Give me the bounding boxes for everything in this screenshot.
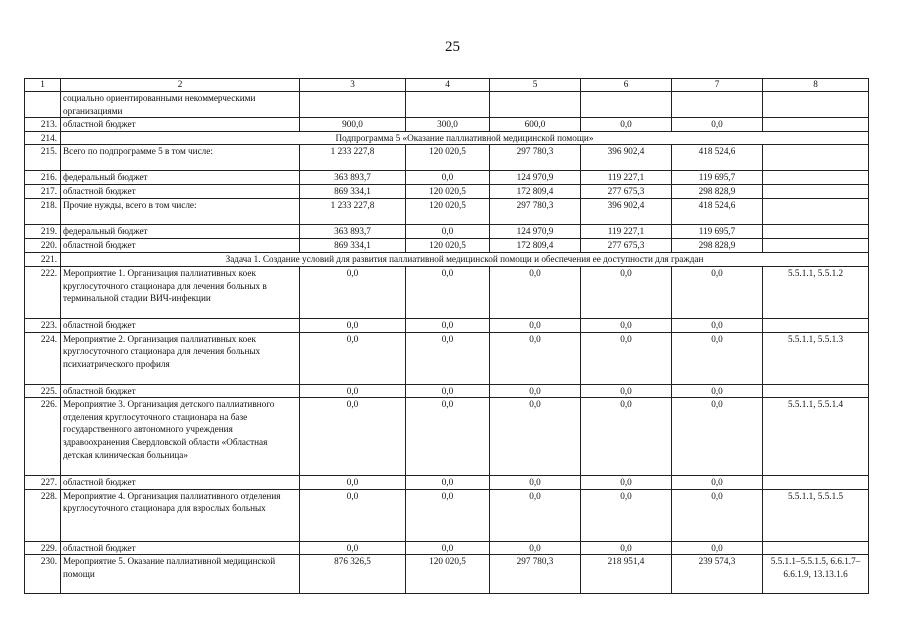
amount-cell: 396 902,4	[581, 145, 672, 171]
amount-cell: 1 233 227,8	[300, 199, 406, 225]
amount-cell: 0,0	[672, 266, 763, 318]
table-row	[25, 489, 869, 541]
indicator-code-cell	[763, 225, 869, 239]
description-cell: федеральный бюджет	[61, 171, 300, 185]
amount-cell: 0,0	[672, 541, 763, 555]
description-cell: областной бюджет	[61, 541, 300, 555]
amount-cell: 239 574,3	[672, 555, 763, 594]
header-cell: 8	[763, 79, 869, 92]
table-row	[25, 253, 869, 267]
description-cell: Мероприятие 1. Организация паллиативных коек круглосуточного стационара для лечения больных в терминальной стадии ВИЧ-инфекции	[61, 266, 300, 318]
indicator-code-cell: 5.5.1.1, 5.5.1.4	[763, 398, 869, 476]
indicator-code-cell	[763, 185, 869, 199]
amount-cell: 0,0	[581, 318, 672, 332]
table-row	[25, 555, 869, 594]
amount-cell: 120 020,5	[406, 145, 490, 171]
table-row	[25, 145, 869, 171]
amount-cell: 0,0	[490, 266, 581, 318]
amount-cell: 0,0	[406, 171, 490, 185]
amount-cell: 0,0	[300, 332, 406, 384]
table-row	[25, 239, 869, 253]
description-cell: областной бюджет	[61, 384, 300, 398]
description-cell: Мероприятие 5. Оказание паллиативной медицинской помощи	[61, 555, 300, 594]
row-number-cell: 221.	[25, 253, 61, 267]
indicator-code-cell	[763, 476, 869, 490]
amount-cell: 0,0	[672, 332, 763, 384]
description-cell: Мероприятие 3. Организация детского паллиативного отделения круглосуточного стационара на базе государственного автономного учреждения здравоохранения Свердловской области «Областная детская клиническая больница»	[61, 398, 300, 476]
indicator-code-cell	[763, 541, 869, 555]
amount-cell: 218 951,4	[581, 555, 672, 594]
amount-cell: 0,0	[672, 318, 763, 332]
indicator-code-cell: 5.5.1.1–5.5.1.5, 6.6.1.7–6.6.1.9, 13.13.1.6	[763, 555, 869, 594]
amount-cell: 600,0	[490, 118, 581, 132]
amount-cell: 119 695,7	[672, 225, 763, 239]
indicator-code-cell	[763, 239, 869, 253]
amount-cell: 0,0	[672, 384, 763, 398]
amount-cell: 0,0	[672, 398, 763, 476]
description-cell: Мероприятие 4. Организация паллиативного отделения круглосуточного стационара для взрослых больных	[61, 489, 300, 541]
amount-cell: 0,0	[406, 489, 490, 541]
amount-cell: 120 020,5	[406, 555, 490, 594]
row-number-cell: 225.	[25, 384, 61, 398]
row-number-cell: 216.	[25, 171, 61, 185]
amount-cell: 0,0	[581, 476, 672, 490]
amount-cell: 120 020,5	[406, 185, 490, 199]
row-number-cell: 223.	[25, 318, 61, 332]
amount-cell: 0,0	[581, 398, 672, 476]
amount-cell: 120 020,5	[406, 239, 490, 253]
indicator-code-cell: 5.5.1.1, 5.5.1.3	[763, 332, 869, 384]
row-number-cell: 230.	[25, 555, 61, 594]
amount-cell: 0,0	[581, 266, 672, 318]
amount-cell: 0,0	[581, 384, 672, 398]
table-row	[25, 318, 869, 332]
table-row	[25, 332, 869, 384]
page-number: 25	[445, 39, 460, 55]
amount-cell: 298 828,9	[672, 185, 763, 199]
amount-cell: 0,0	[581, 332, 672, 384]
amount-cell: 300,0	[406, 118, 490, 132]
amount-cell: 124 970,9	[490, 171, 581, 185]
table-row	[25, 171, 869, 185]
amount-cell: 0,0	[300, 318, 406, 332]
amount-cell: 363 893,7	[300, 225, 406, 239]
amount-cell: 298 828,9	[672, 239, 763, 253]
amount-cell	[672, 92, 763, 118]
amount-cell: 869 334,1	[300, 185, 406, 199]
header-cell: 7	[672, 79, 763, 92]
table-row	[25, 225, 869, 239]
table-row	[25, 92, 869, 118]
amount-cell: 0,0	[406, 476, 490, 490]
row-number-cell: 215.	[25, 145, 61, 171]
amount-cell: 0,0	[490, 489, 581, 541]
row-number-cell: 222.	[25, 266, 61, 318]
indicator-code-cell	[763, 118, 869, 132]
row-number-cell: 218.	[25, 199, 61, 225]
amount-cell: 0,0	[672, 118, 763, 132]
amount-cell: 297 780,3	[490, 555, 581, 594]
header-cell: 4	[406, 79, 490, 92]
amount-cell	[581, 92, 672, 118]
amount-cell: 869 334,1	[300, 239, 406, 253]
table-row	[25, 118, 869, 132]
amount-cell	[300, 92, 406, 118]
table-row	[25, 266, 869, 318]
budget-table	[24, 78, 869, 594]
amount-cell: 0,0	[300, 489, 406, 541]
amount-cell: 0,0	[581, 118, 672, 132]
amount-cell: 0,0	[300, 266, 406, 318]
table-row	[25, 398, 869, 476]
table-row	[25, 199, 869, 225]
header-cell: 1	[25, 79, 61, 92]
amount-cell: 124 970,9	[490, 225, 581, 239]
amount-cell: 0,0	[490, 384, 581, 398]
description-cell: Мероприятие 2. Организация паллиативных коек круглосуточного стационара для лечения больных психиатрического профиля	[61, 332, 300, 384]
amount-cell: 363 893,7	[300, 171, 406, 185]
row-number-cell: 224.	[25, 332, 61, 384]
amount-cell: 0,0	[406, 398, 490, 476]
amount-cell: 418 524,6	[672, 145, 763, 171]
row-number-cell: 217.	[25, 185, 61, 199]
amount-cell	[406, 92, 490, 118]
table-header-row	[25, 79, 869, 92]
row-number-cell	[25, 92, 61, 118]
description-cell: областной бюджет	[61, 118, 300, 132]
row-number-cell: 220.	[25, 239, 61, 253]
amount-cell: 172 809,4	[490, 185, 581, 199]
amount-cell: 119 695,7	[672, 171, 763, 185]
amount-cell: 876 326,5	[300, 555, 406, 594]
amount-cell: 0,0	[581, 489, 672, 541]
amount-cell: 0,0	[581, 541, 672, 555]
amount-cell	[490, 92, 581, 118]
row-number-cell: 227.	[25, 476, 61, 490]
amount-cell: 0,0	[490, 318, 581, 332]
table-row	[25, 476, 869, 490]
table-row	[25, 185, 869, 199]
amount-cell: 0,0	[300, 476, 406, 490]
row-number-cell: 214.	[25, 131, 61, 145]
row-number-cell: 226.	[25, 398, 61, 476]
amount-cell: 297 780,3	[490, 199, 581, 225]
amount-cell: 418 524,6	[672, 199, 763, 225]
description-cell: областной бюджет	[61, 185, 300, 199]
amount-cell: 0,0	[300, 541, 406, 555]
amount-cell: 119 227,1	[581, 225, 672, 239]
table-row	[25, 131, 869, 145]
description-cell: областной бюджет	[61, 239, 300, 253]
amount-cell: 0,0	[490, 398, 581, 476]
amount-cell: 396 902,4	[581, 199, 672, 225]
description-cell: Всего по подпрограмме 5 в том числе:	[61, 145, 300, 171]
amount-cell: 0,0	[406, 318, 490, 332]
indicator-code-cell: 5.5.1.1, 5.5.1.5	[763, 489, 869, 541]
amount-cell: 900,0	[300, 118, 406, 132]
amount-cell: 0,0	[406, 225, 490, 239]
description-cell: областной бюджет	[61, 476, 300, 490]
section-heading-cell: Подпрограмма 5 «Оказание паллиативной медицинской помощи»	[61, 131, 869, 145]
description-cell: федеральный бюджет	[61, 225, 300, 239]
row-number-cell: 228.	[25, 489, 61, 541]
indicator-code-cell	[763, 145, 869, 171]
amount-cell: 297 780,3	[490, 145, 581, 171]
row-number-cell: 219.	[25, 225, 61, 239]
row-number-cell: 229.	[25, 541, 61, 555]
indicator-code-cell	[763, 199, 869, 225]
description-cell: социально ориентированными некоммерческими организациями	[61, 92, 300, 118]
amount-cell: 0,0	[490, 476, 581, 490]
indicator-code-cell	[763, 318, 869, 332]
description-cell: областной бюджет	[61, 318, 300, 332]
header-cell: 2	[61, 79, 300, 92]
indicator-code-cell	[763, 171, 869, 185]
indicator-code-cell: 5.5.1.1, 5.5.1.2	[763, 266, 869, 318]
section-heading-cell: Задача 1. Создание условий для развития паллиативной медицинской помощи и обеспечения ее доступности для граждан	[61, 253, 869, 267]
amount-cell: 0,0	[406, 266, 490, 318]
header-cell: 3	[300, 79, 406, 92]
amount-cell: 0,0	[672, 489, 763, 541]
amount-cell: 0,0	[406, 384, 490, 398]
amount-cell: 277 675,3	[581, 185, 672, 199]
amount-cell: 0,0	[406, 541, 490, 555]
amount-cell: 0,0	[406, 332, 490, 384]
amount-cell: 172 809,4	[490, 239, 581, 253]
amount-cell: 119 227,1	[581, 171, 672, 185]
amount-cell: 0,0	[490, 332, 581, 384]
amount-cell: 0,0	[490, 541, 581, 555]
amount-cell: 0,0	[300, 384, 406, 398]
header-cell: 5	[490, 79, 581, 92]
table-row	[25, 384, 869, 398]
table-row	[25, 541, 869, 555]
amount-cell: 1 233 227,8	[300, 145, 406, 171]
row-number-cell: 213.	[25, 118, 61, 132]
description-cell: Прочие нужды, всего в том числе:	[61, 199, 300, 225]
indicator-code-cell	[763, 92, 869, 118]
header-cell: 6	[581, 79, 672, 92]
amount-cell: 120 020,5	[406, 199, 490, 225]
amount-cell: 0,0	[672, 476, 763, 490]
amount-cell: 277 675,3	[581, 239, 672, 253]
amount-cell: 0,0	[300, 398, 406, 476]
indicator-code-cell	[763, 384, 869, 398]
